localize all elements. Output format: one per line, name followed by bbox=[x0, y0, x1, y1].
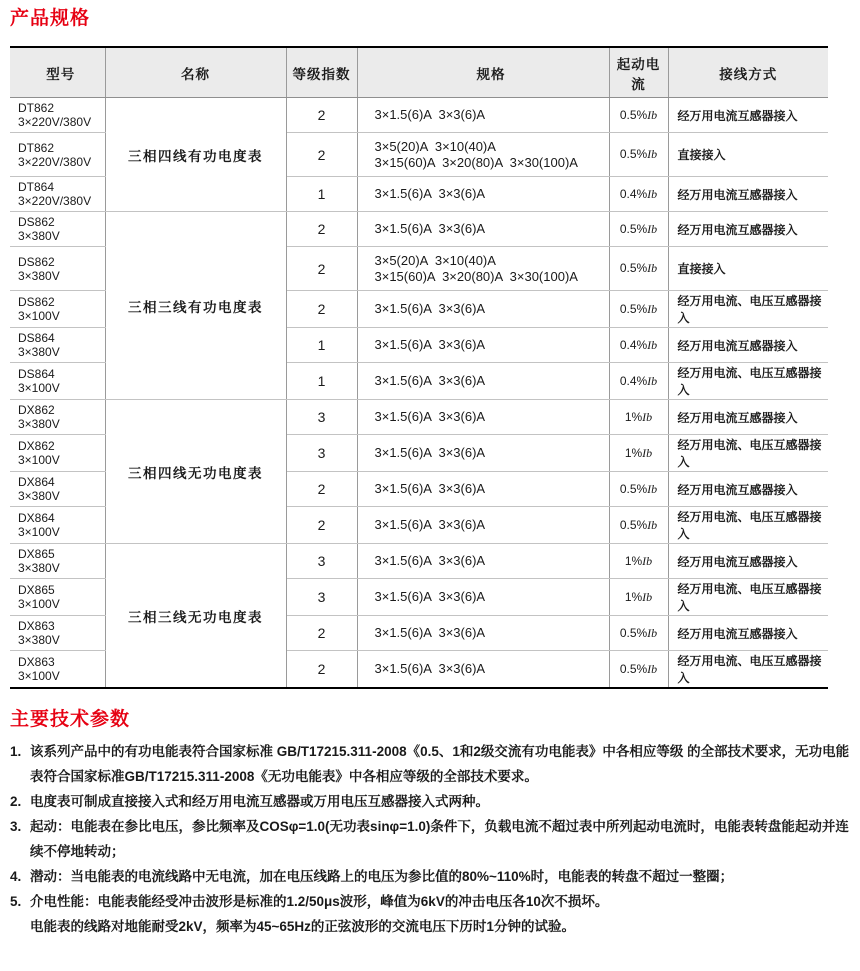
model-cell bbox=[10, 435, 105, 472]
current-unit: Ib bbox=[642, 553, 653, 568]
model-voltage: 3×380V bbox=[18, 268, 60, 283]
tech-item bbox=[10, 739, 856, 789]
model-cell bbox=[10, 133, 105, 177]
model-voltage: 3×380V bbox=[18, 561, 60, 575]
wiring-cell: 经万用电流、电压互感器接入 bbox=[668, 291, 828, 328]
spec-line: 3×1.5(6)A 3×3(6)A bbox=[374, 373, 486, 388]
header-model: 型号 bbox=[10, 47, 105, 98]
item-number: 4. bbox=[10, 869, 22, 884]
model-cell bbox=[10, 579, 105, 616]
spec-line: 3×5(20)A 3×10(40)A bbox=[374, 252, 496, 268]
header-wiring: 接线方式 bbox=[668, 47, 828, 98]
current-value: 0.5% bbox=[619, 517, 648, 532]
header-current: 起动电流 bbox=[609, 47, 668, 98]
current-cell bbox=[609, 363, 668, 400]
model-voltage: 3×380V bbox=[18, 633, 60, 647]
item-text: 介电性能：电能表能经受冲击波形是标准的1.2/50μs波形，峰值为6kV的冲击电压各10次不损坏。 bbox=[30, 894, 609, 909]
current-unit: Ib bbox=[647, 625, 658, 640]
table-row bbox=[10, 400, 828, 435]
model-code: DX865 bbox=[18, 547, 55, 561]
page-title: 产品规格 bbox=[10, 8, 91, 29]
current-cell bbox=[609, 544, 668, 579]
model-code: DX864 bbox=[18, 475, 55, 489]
grade-cell: 1 bbox=[286, 328, 357, 363]
model-code: DT862 bbox=[18, 101, 55, 115]
model-code: DT864 bbox=[18, 180, 55, 194]
grade-cell: 1 bbox=[286, 363, 357, 400]
current-value: 0.5% bbox=[619, 261, 648, 275]
model-code: DX864 bbox=[18, 511, 55, 525]
grade-cell: 1 bbox=[286, 177, 357, 212]
current-cell bbox=[609, 247, 668, 291]
model-cell bbox=[10, 400, 105, 435]
grade-cell: 2 bbox=[286, 212, 357, 247]
model-voltage: 3×380V bbox=[18, 417, 60, 431]
spec-line: 3×1.5(6)A 3×3(6)A bbox=[374, 589, 486, 604]
name-cell: 三相三线无功电度表 bbox=[105, 544, 286, 689]
spec-cell bbox=[357, 651, 609, 689]
spec-cell bbox=[357, 291, 609, 328]
model-voltage: 3×380V bbox=[18, 229, 60, 243]
current-value: 0.5% bbox=[619, 661, 648, 676]
table-header-row bbox=[10, 47, 828, 98]
spec-line: 3×15(60)A 3×20(80)A 3×30(100)A bbox=[374, 268, 578, 284]
wiring-cell: 经万用电流互感器接入 bbox=[668, 177, 828, 212]
item-text: 电度表可制成直接接入式和经万用电流互感器或万用电压互感器接入式两种。 bbox=[30, 794, 489, 809]
item-number: 3. bbox=[10, 819, 22, 834]
spec-cell bbox=[357, 363, 609, 400]
model-voltage: 3×220V/380V bbox=[18, 115, 92, 129]
current-value: 1% bbox=[624, 553, 643, 568]
spec-cell bbox=[357, 177, 609, 212]
model-cell bbox=[10, 507, 105, 544]
spec-cell bbox=[357, 400, 609, 435]
current-unit: Ib bbox=[647, 661, 658, 676]
grade-cell: 2 bbox=[286, 616, 357, 651]
current-cell bbox=[609, 98, 668, 133]
tech-item bbox=[10, 789, 856, 814]
item-text-group bbox=[30, 889, 856, 939]
wiring-cell: 经万用电流、电压互感器接入 bbox=[668, 507, 828, 544]
wiring-cell: 经万用电流互感器接入 bbox=[668, 212, 828, 247]
current-unit: Ib bbox=[647, 147, 658, 161]
grade-cell: 2 bbox=[286, 291, 357, 328]
wiring-cell: 直接接入 bbox=[668, 133, 828, 177]
model-voltage: 3×100V bbox=[18, 669, 60, 683]
wiring-cell: 经万用电流互感器接入 bbox=[668, 472, 828, 507]
current-cell bbox=[609, 212, 668, 247]
model-voltage: 3×100V bbox=[18, 453, 60, 467]
model-code: DX863 bbox=[18, 619, 55, 633]
grade-cell: 2 bbox=[286, 651, 357, 689]
current-unit: Ib bbox=[647, 337, 658, 352]
current-unit: Ib bbox=[647, 221, 658, 236]
model-cell bbox=[10, 472, 105, 507]
spec-line: 3×1.5(6)A 3×3(6)A bbox=[374, 517, 486, 532]
tech-item bbox=[10, 889, 856, 939]
model-cell bbox=[10, 651, 105, 689]
wiring-cell: 经万用电流互感器接入 bbox=[668, 328, 828, 363]
wiring-cell: 经万用电流互感器接入 bbox=[668, 400, 828, 435]
grade-cell: 3 bbox=[286, 544, 357, 579]
wiring-cell: 经万用电流、电压互感器接入 bbox=[668, 651, 828, 689]
grade-cell: 3 bbox=[286, 400, 357, 435]
spec-cell bbox=[357, 507, 609, 544]
spec-line: 3×1.5(6)A 3×3(6)A bbox=[374, 337, 486, 352]
current-unit: Ib bbox=[647, 107, 658, 122]
model-voltage: 3×100V bbox=[18, 309, 60, 323]
name-cell: 三相四线无功电度表 bbox=[105, 400, 286, 544]
wiring-cell: 经万用电流互感器接入 bbox=[668, 616, 828, 651]
grade-cell: 2 bbox=[286, 98, 357, 133]
model-code: DX862 bbox=[18, 439, 55, 453]
item-text: 潜动：当电能表的电流线路中无电流，加在电压线路上的电压为参比值的80%~110%时，电能表的转盘不超过一整圈； bbox=[30, 869, 734, 884]
wiring-cell: 经万用电流、电压互感器接入 bbox=[668, 579, 828, 616]
spec-cell bbox=[357, 247, 609, 291]
model-cell bbox=[10, 328, 105, 363]
model-cell bbox=[10, 291, 105, 328]
model-voltage: 3×100V bbox=[18, 525, 60, 539]
spec-line: 3×1.5(6)A 3×3(6)A bbox=[374, 553, 486, 568]
current-value: 0.5% bbox=[619, 107, 648, 122]
model-code: DT862 bbox=[18, 140, 55, 155]
spec-line: 3×1.5(6)A 3×3(6)A bbox=[374, 625, 486, 640]
current-value: 1% bbox=[624, 589, 643, 604]
current-unit: Ib bbox=[642, 409, 653, 424]
item-number: 5. bbox=[10, 894, 22, 909]
spec-table bbox=[10, 46, 828, 689]
spec-cell bbox=[357, 579, 609, 616]
model-voltage: 3×220V/380V bbox=[18, 154, 92, 169]
header-name: 名称 bbox=[105, 47, 286, 98]
grade-cell: 3 bbox=[286, 435, 357, 472]
current-unit: Ib bbox=[647, 481, 658, 496]
model-code: DX862 bbox=[18, 403, 55, 417]
item-text: 该系列产品中的有功电能表符合国家标准 GB/T17215.311-2008《0.5、1和2级交流有功电能表》中各相应等级 的全部技术要求，无功电能表符合国家标准GB/T17215.311-2008《无功电能表》中各相应等级的全部技术要求。 bbox=[30, 744, 850, 784]
wiring-cell: 经万用电流互感器接入 bbox=[668, 544, 828, 579]
spec-line: 3×5(20)A 3×10(40)A bbox=[374, 138, 496, 154]
tech-list bbox=[10, 739, 856, 939]
model-code: DX863 bbox=[18, 655, 55, 669]
model-cell bbox=[10, 98, 105, 133]
current-cell bbox=[609, 651, 668, 689]
tech-section bbox=[10, 708, 850, 939]
table-row bbox=[10, 98, 828, 133]
spec-cell bbox=[357, 133, 609, 177]
wiring-cell: 经万用电流互感器接入 bbox=[668, 98, 828, 133]
current-unit: Ib bbox=[647, 186, 658, 201]
spec-line: 3×15(60)A 3×20(80)A 3×30(100)A bbox=[374, 154, 578, 170]
current-cell bbox=[609, 472, 668, 507]
spec-cell bbox=[357, 98, 609, 133]
current-value: 0.4% bbox=[619, 186, 648, 201]
current-cell bbox=[609, 133, 668, 177]
model-voltage: 3×380V bbox=[18, 489, 60, 503]
grade-cell: 2 bbox=[286, 133, 357, 177]
wiring-cell: 直接接入 bbox=[668, 247, 828, 291]
current-unit: Ib bbox=[642, 445, 653, 460]
current-cell bbox=[609, 616, 668, 651]
current-cell bbox=[609, 435, 668, 472]
table-row bbox=[10, 544, 828, 579]
current-cell bbox=[609, 507, 668, 544]
model-voltage: 3×380V bbox=[18, 345, 60, 359]
spec-cell bbox=[357, 212, 609, 247]
current-value: 1% bbox=[624, 445, 643, 460]
model-code: DS862 bbox=[18, 254, 55, 269]
current-cell bbox=[609, 177, 668, 212]
spec-cell bbox=[357, 328, 609, 363]
item-text: 起动：电能表在参比电压，参比频率及COSφ=1.0(无功表sinφ=1.0)条件下，负载电流不超过表中所列起动电流时，电能表转盘能起动并连续不停地转动； bbox=[30, 819, 849, 859]
model-voltage: 3×100V bbox=[18, 597, 60, 611]
item-text: 电能表的线路对地能耐受2kV，频率为45~65Hz的正弦波形的交流电压下历时1分钟的试验。 bbox=[30, 919, 575, 934]
tech-title: 主要技术参数 bbox=[10, 709, 131, 730]
model-cell bbox=[10, 177, 105, 212]
current-value: 0.5% bbox=[619, 301, 648, 316]
table-row bbox=[10, 212, 828, 247]
model-cell bbox=[10, 363, 105, 400]
current-unit: Ib bbox=[647, 261, 658, 275]
spec-line: 3×1.5(6)A 3×3(6)A bbox=[374, 481, 486, 496]
tech-item bbox=[10, 814, 856, 864]
spec-cell bbox=[357, 472, 609, 507]
current-cell bbox=[609, 328, 668, 363]
current-cell bbox=[609, 400, 668, 435]
spec-line: 3×1.5(6)A 3×3(6)A bbox=[374, 107, 486, 122]
grade-cell: 3 bbox=[286, 579, 357, 616]
model-code: DS864 bbox=[18, 367, 55, 381]
wiring-cell: 经万用电流、电压互感器接入 bbox=[668, 435, 828, 472]
current-value: 0.5% bbox=[619, 147, 648, 161]
wiring-cell: 经万用电流、电压互感器接入 bbox=[668, 363, 828, 400]
current-unit: Ib bbox=[647, 517, 658, 532]
grade-cell: 2 bbox=[286, 507, 357, 544]
current-unit: Ib bbox=[642, 589, 653, 604]
current-value: 1% bbox=[624, 409, 643, 424]
spec-line: 3×1.5(6)A 3×3(6)A bbox=[374, 301, 486, 316]
model-cell bbox=[10, 616, 105, 651]
spec-cell bbox=[357, 544, 609, 579]
current-value: 0.5% bbox=[619, 221, 648, 236]
model-code: DS862 bbox=[18, 215, 55, 229]
current-value: 0.5% bbox=[619, 481, 648, 496]
model-voltage: 3×220V/380V bbox=[18, 194, 92, 208]
current-value: 0.4% bbox=[619, 373, 648, 388]
header-grade: 等级指数 bbox=[286, 47, 357, 98]
name-cell: 三相四线有功电度表 bbox=[105, 98, 286, 212]
name-cell: 三相三线有功电度表 bbox=[105, 212, 286, 400]
current-value: 0.5% bbox=[619, 625, 648, 640]
spec-cell bbox=[357, 616, 609, 651]
tech-item bbox=[10, 864, 856, 889]
spec-cell bbox=[357, 435, 609, 472]
model-cell bbox=[10, 544, 105, 579]
spec-line: 3×1.5(6)A 3×3(6)A bbox=[374, 445, 486, 460]
header-spec: 规格 bbox=[357, 47, 609, 98]
model-cell bbox=[10, 247, 105, 291]
current-unit: Ib bbox=[647, 373, 658, 388]
model-voltage: 3×100V bbox=[18, 381, 60, 395]
model-code: DS864 bbox=[18, 331, 55, 345]
current-unit: Ib bbox=[647, 301, 658, 316]
current-cell bbox=[609, 291, 668, 328]
model-code: DX865 bbox=[18, 583, 55, 597]
spec-line: 3×1.5(6)A 3×3(6)A bbox=[374, 186, 486, 201]
grade-cell: 2 bbox=[286, 472, 357, 507]
current-value: 0.4% bbox=[619, 337, 648, 352]
model-code: DS862 bbox=[18, 295, 55, 309]
spec-line: 3×1.5(6)A 3×3(6)A bbox=[374, 409, 486, 424]
current-cell bbox=[609, 579, 668, 616]
spec-line: 3×1.5(6)A 3×3(6)A bbox=[374, 221, 486, 236]
spec-line: 3×1.5(6)A 3×3(6)A bbox=[374, 661, 486, 676]
item-number: 1. bbox=[10, 744, 22, 759]
item-number: 2. bbox=[10, 794, 22, 809]
model-cell bbox=[10, 212, 105, 247]
grade-cell: 2 bbox=[286, 247, 357, 291]
